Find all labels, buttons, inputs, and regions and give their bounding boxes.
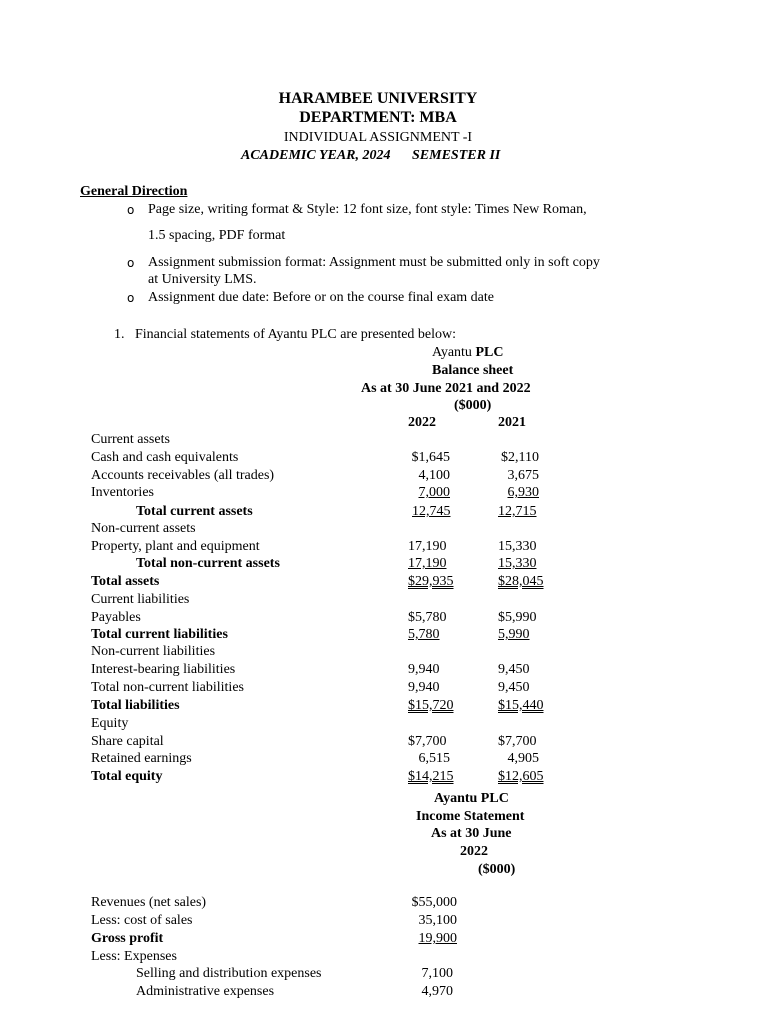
bs-total-current-assets-2021: 12,715 [498,504,537,519]
bs-date: As at 30 June 2021 and 2022 [361,381,531,396]
is-company: Ayantu PLC [434,791,509,806]
question-number: 1. [114,327,125,342]
bs-label-total-assets: Total assets [91,574,160,589]
direction-item-1-line1: Page size, writing format & Style: 12 font size, font style: Times New Roman, [148,202,587,217]
bs-retained-earnings-2022: 6,515 [418,751,450,766]
direction-item-1-line2: 1.5 spacing, PDF format [148,228,286,243]
bs-label-total-liabilities: Total liabilities [91,698,180,713]
direction-item-2-line1: Assignment submission format: Assignment must be submitted only in soft copy [148,255,600,270]
bs-label-non-current-assets: Non-current assets [91,521,196,536]
bs-ppe-2022: 17,190 [408,539,447,554]
question-text: Financial statements of Ayantu PLC are presented below: [135,327,457,342]
bs-label-ppe: Property, plant and equipment [91,539,260,554]
bs-total-liabilities-2021: $15,440 [498,698,544,713]
semester: SEMESTER II [412,148,501,163]
direction-item-2-line2: at University LMS. [148,272,257,287]
bs-total-non-current-assets-2021: 15,330 [498,556,537,571]
is-label-selling: Selling and distribution expenses [136,966,322,981]
bs-label-payables: Payables [91,610,141,625]
bs-payables-2021: $5,990 [498,610,537,625]
bs-total-assets-2021: $28,045 [498,574,544,589]
bs-label-current-liabilities: Current liabilities [91,592,190,607]
assignment-title: INDIVIDUAL ASSIGNMENT -I [283,130,473,145]
bs-col-2021: 2021 [498,415,526,430]
bs-share-capital-2022: $7,700 [408,734,447,749]
is-date: As at 30 June [431,826,512,841]
is-label-cost-of-sales: Less: cost of sales [91,913,193,928]
bs-company-name: Ayantu [432,345,472,360]
department-title: DEPARTMENT: MBA [299,109,457,126]
is-label-revenues: Revenues (net sales) [91,895,207,910]
bullet-icon: o [127,291,135,305]
is-unit: ($000) [478,862,516,877]
bs-label-share-capital: Share capital [91,734,164,749]
bs-label-receivables: Accounts receivables (all trades) [91,468,275,483]
bs-total-non-current-liabilities-2022: 9,940 [408,680,440,695]
general-direction-heading: General Direction [80,184,188,199]
bs-label-total-current-liabilities: Total current liabilities [91,627,228,642]
is-cost-of-sales: 35,100 [418,913,457,928]
is-label-expenses: Less: Expenses [91,949,177,964]
bs-interest-bearing-2022: 9,940 [408,662,440,677]
bs-unit: ($000) [454,398,492,413]
is-revenues: $55,000 [411,895,457,910]
direction-item-3: Assignment due date: Before or on the course final exam date [148,290,494,305]
bs-total-assets-2022: $29,935 [408,574,454,589]
bs-receivables-2022: 4,100 [418,468,450,483]
academic-year: ACADEMIC YEAR, 2024 [241,148,391,163]
bs-company-suffix: PLC [475,345,504,360]
bs-share-capital-2021: $7,700 [498,734,537,749]
bs-label-inventories: Inventories [91,485,154,500]
bs-total-current-assets-2022: 12,745 [412,504,451,519]
bs-label-equity: Equity [91,716,129,731]
is-label-gross-profit: Gross profit [91,931,164,946]
bs-total-current-liabilities-2022: 5,780 [408,627,440,642]
is-title: Income Statement [416,809,525,824]
bs-title: Balance sheet [432,363,514,378]
is-label-admin: Administrative expenses [136,984,275,999]
bs-label-current-assets: Current assets [91,432,170,447]
bullet-icon: o [127,203,135,217]
bs-inventories-2022: 7,000 [418,485,450,500]
bs-interest-bearing-2021: 9,450 [498,662,530,677]
bs-cash-2022: $1,645 [411,450,450,465]
bs-label-non-current-liabilities: Non-current liabilities [91,644,216,659]
university-title: HARAMBEE UNIVERSITY [278,90,478,107]
academic-year-line [241,147,500,164]
bs-cash-2021: $2,110 [501,450,539,465]
bs-company [432,344,503,361]
bs-receivables-2021: 3,675 [507,468,539,483]
bs-col-2022: 2022 [408,415,436,430]
bs-label-total-non-current-assets: Total non-current assets [136,556,280,571]
bs-label-interest-bearing: Interest-bearing liabilities [91,662,236,677]
bs-total-non-current-assets-2022: 17,190 [408,556,447,571]
bs-total-equity-2022: $14,215 [408,769,454,784]
is-year: 2022 [460,844,488,859]
bs-total-current-liabilities-2021: 5,990 [498,627,530,642]
is-selling: 7,100 [421,966,453,981]
bs-inventories-2021: 6,930 [507,485,539,500]
bs-total-non-current-liabilities-2021: 9,450 [498,680,530,695]
bs-payables-2022: $5,780 [408,610,447,625]
bs-total-liabilities-2022: $15,720 [408,698,454,713]
bs-label-retained-earnings: Retained earnings [91,751,192,766]
bs-label-cash: Cash and cash equivalents [91,450,239,465]
bs-label-total-equity: Total equity [91,769,163,784]
bs-label-total-non-current-liabilities: Total non-current liabilities [91,680,244,695]
bullet-icon: o [127,256,135,270]
bs-ppe-2021: 15,330 [498,539,537,554]
bs-total-equity-2021: $12,605 [498,769,544,784]
is-admin: 4,970 [421,984,453,999]
is-gross-profit: 19,900 [418,931,457,946]
bs-retained-earnings-2021: 4,905 [507,751,539,766]
bs-label-total-current-assets: Total current assets [136,504,253,519]
